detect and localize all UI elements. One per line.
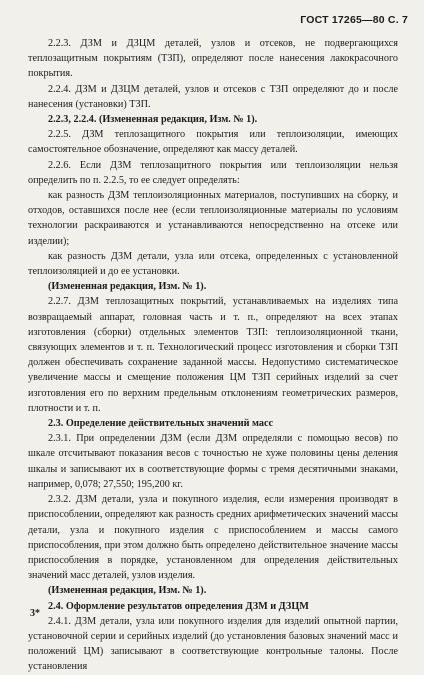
section-heading-2-3: 2.3. Определение действительных значений масс bbox=[48, 418, 274, 430]
section-heading-2-4: 2.4. Оформление результатов определения ДЗМ и ДЗЦМ bbox=[48, 600, 309, 612]
paragraph-2-3-2: 2.3.2. ДЗМ детали, узла и покупного изделия, если измерения производят в приспособлении, определяют как разность средних арифметических значений массы детали, узла и покупного изделия с приспособлением и массы самого приспособления, при этом должно быть определено действительное значение массы приспособления в порядке, установленном для определения действительных значений масс деталей, узлов изделия. bbox=[28, 494, 398, 582]
paragraph-2-2-3: 2.2.3. ДЗМ и ДЗЦМ деталей, узлов и отсеков, не подвергающихся теплозащитным покрытиям (ТЗП), определяют после нанесения лакокрасочного покрытия. bbox=[28, 38, 398, 80]
paragraph-2-4-1: 2.4.1. ДЗМ детали, узла или покупного изделия для изделий опытной партии, установочной серии и серийных изделий (до установления базовых значений масс и положений ЦМ) записывают в соответствующие контрольные талоны. После установления bbox=[28, 615, 398, 673]
list-item: как разность ДЗМ теплоизоляционных материалов, поступивших на сборку, и отходов, оставшихся после нее (если теплоизоляционные материалы по условиям технологии раскраиваются и устанавливаются непосредственно на отсеке или изделии); bbox=[28, 190, 398, 247]
body-text bbox=[28, 36, 398, 675]
amendment-note: (Измененная редакция, Изм. № 1). bbox=[48, 585, 207, 597]
page-header: ГОСТ 17265—80 С. 7 bbox=[300, 14, 408, 26]
paragraph-2-3-1: 2.3.1. При определении ДЗМ (если ДЗМ определяли с помощью весов) по шкале отсчитывают показания весов с точностью не хуже половины цены деления шкалы и записывают их в соответствующие формы с тремя десятичными знаками, например, 0,078; 27,550; 195,200 кг. bbox=[28, 433, 398, 490]
paragraph-2-2-6: 2.2.6. Если ДЗМ теплозащитного покрытия или теплоизоляции нельзя определить по п. 2.2.5, то ее следует определять: bbox=[28, 159, 398, 186]
amendment-note: 2.2.3, 2.2.4. (Измененная редакция, Изм. № 1). bbox=[48, 114, 258, 126]
amendment-note: (Измененная редакция, Изм. № 1). bbox=[48, 281, 207, 293]
paragraph-2-2-5: 2.2.5. ДЗМ теплозащитного покрытия или теплоизоляции, имеющих самостоятельное обозначение, определяют как массу деталей. bbox=[28, 129, 398, 156]
list-item: как разность ДЗМ детали, узла или отсека, определенных с установленной теплоизоляцией и до ее установки. bbox=[28, 250, 398, 278]
page-mark: 3* bbox=[30, 608, 40, 619]
paragraph-2-2-4: 2.2.4. ДЗМ и ДЗЦМ деталей, узлов и отсеков с ТЗП определяют до и после нанесения (установки) ТЗП. bbox=[28, 83, 398, 110]
paragraph-2-2-7: 2.2.7. ДЗМ теплозащитных покрытий, устанавливаемых на изделиях типа возвращаемый аппарат, головная часть и т. п., определяют на всех этапах изготовления (сборки) отдельных элементов ТЗП: теплоизоляционной ткани, связующих элементов и т. п. Технологический процесс изготовления и сборки ТЗП должен обеспечивать сохранение заданной массы. Недопустимо систематическое увеличение массы и смещение положения ЦМ ТЗП серийных изделий за счет изготовления его по верхним предельным отклонениям геометрических размеров, плотности и т. п. bbox=[28, 296, 398, 414]
